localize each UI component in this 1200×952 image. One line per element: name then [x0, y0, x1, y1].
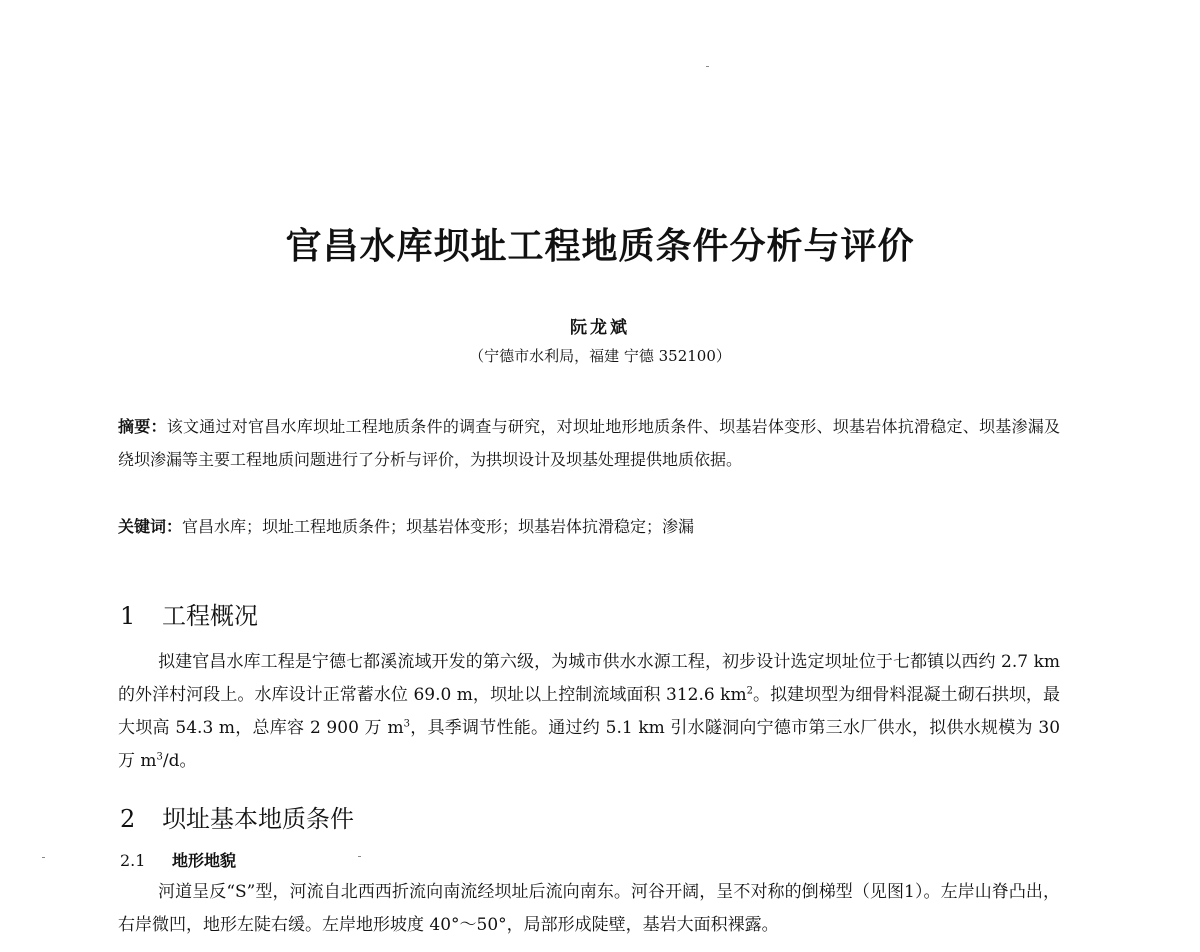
abstract-label: 摘要： — [118, 417, 167, 436]
section-1-paragraph — [118, 646, 1060, 778]
section-1-heading — [120, 596, 258, 631]
author-name: 阮龙斌 — [570, 318, 630, 338]
keywords — [118, 512, 1060, 542]
subsection-2-1-heading — [120, 848, 236, 871]
section-1-text-a: 拟建官昌水库工程是宁德七都溪流域开发的第六级，为城市供水水源工程，初步设计选定坝址位于七都镇以西约 2.7 km 的外洋村河段上。水库设计正常蓄水位 69.0 m，坝址以上控制流域面积 312.6 km — [118, 652, 1060, 705]
section-1-text-b: 。拟建坝型为细骨料混凝土砌石拱坝，最大坝高 54.3 m，总库容 2 900 万 m — [118, 685, 1060, 738]
superscript: 2 — [746, 685, 753, 697]
superscript: 3 — [156, 751, 163, 763]
section-2-number: 2 — [120, 805, 136, 833]
section-2-title: 坝址基本地质条件 — [162, 805, 354, 833]
keywords-text: 官昌水库；坝址工程地质条件；坝基岩体变形；坝基岩体抗滑稳定；渗漏 — [182, 517, 695, 536]
subsection-number: 2.1 — [120, 851, 146, 870]
section-1-text-d: /d。 — [162, 751, 197, 771]
scan-speck — [358, 856, 361, 857]
paper-title: 官昌水库坝址工程地质条件分析与评价 — [285, 226, 915, 267]
subsection-2-1-text: 河道呈反“S”型，河流自北西西折流向南流经坝址后流向南东。河谷开阔，呈不对称的倒梯型（见图1）。左岸山脊凸出，右岸微凹，地形左陡右缓。左岸地形坡度 40°～50°，局部形成陡壁，基岩大面积裸露。 — [118, 882, 1060, 935]
abstract-text: 该文通过对官昌水库坝址工程地质条件的调查与研究，对坝址地形地质条件、坝基岩体变形、坝基岩体抗滑稳定、坝基渗漏及绕坝渗漏等主要工程地质问题进行了分析与评价，为拱坝设计及坝基处理提供地质依据。 — [118, 417, 1060, 469]
abstract — [118, 410, 1060, 476]
keywords-label: 关键词： — [118, 517, 183, 536]
section-1-text-c: ，具季调节性能。通过约 5.1 km 引水隧洞向宁德市第三水厂供水，拟供水规模为 30 万 m — [118, 718, 1061, 771]
section-1-title: 工程概况 — [162, 602, 258, 630]
section-2-heading — [120, 799, 354, 834]
scan-speck — [706, 66, 709, 67]
subsection-2-1-paragraph — [118, 876, 1060, 942]
subsection-title: 地形地貌 — [172, 851, 237, 870]
section-1-number: 1 — [120, 602, 136, 630]
superscript: 3 — [403, 718, 410, 730]
scan-speck — [42, 857, 45, 858]
author-affiliation: （宁德市水利局，福建 宁德 352100） — [469, 347, 731, 365]
